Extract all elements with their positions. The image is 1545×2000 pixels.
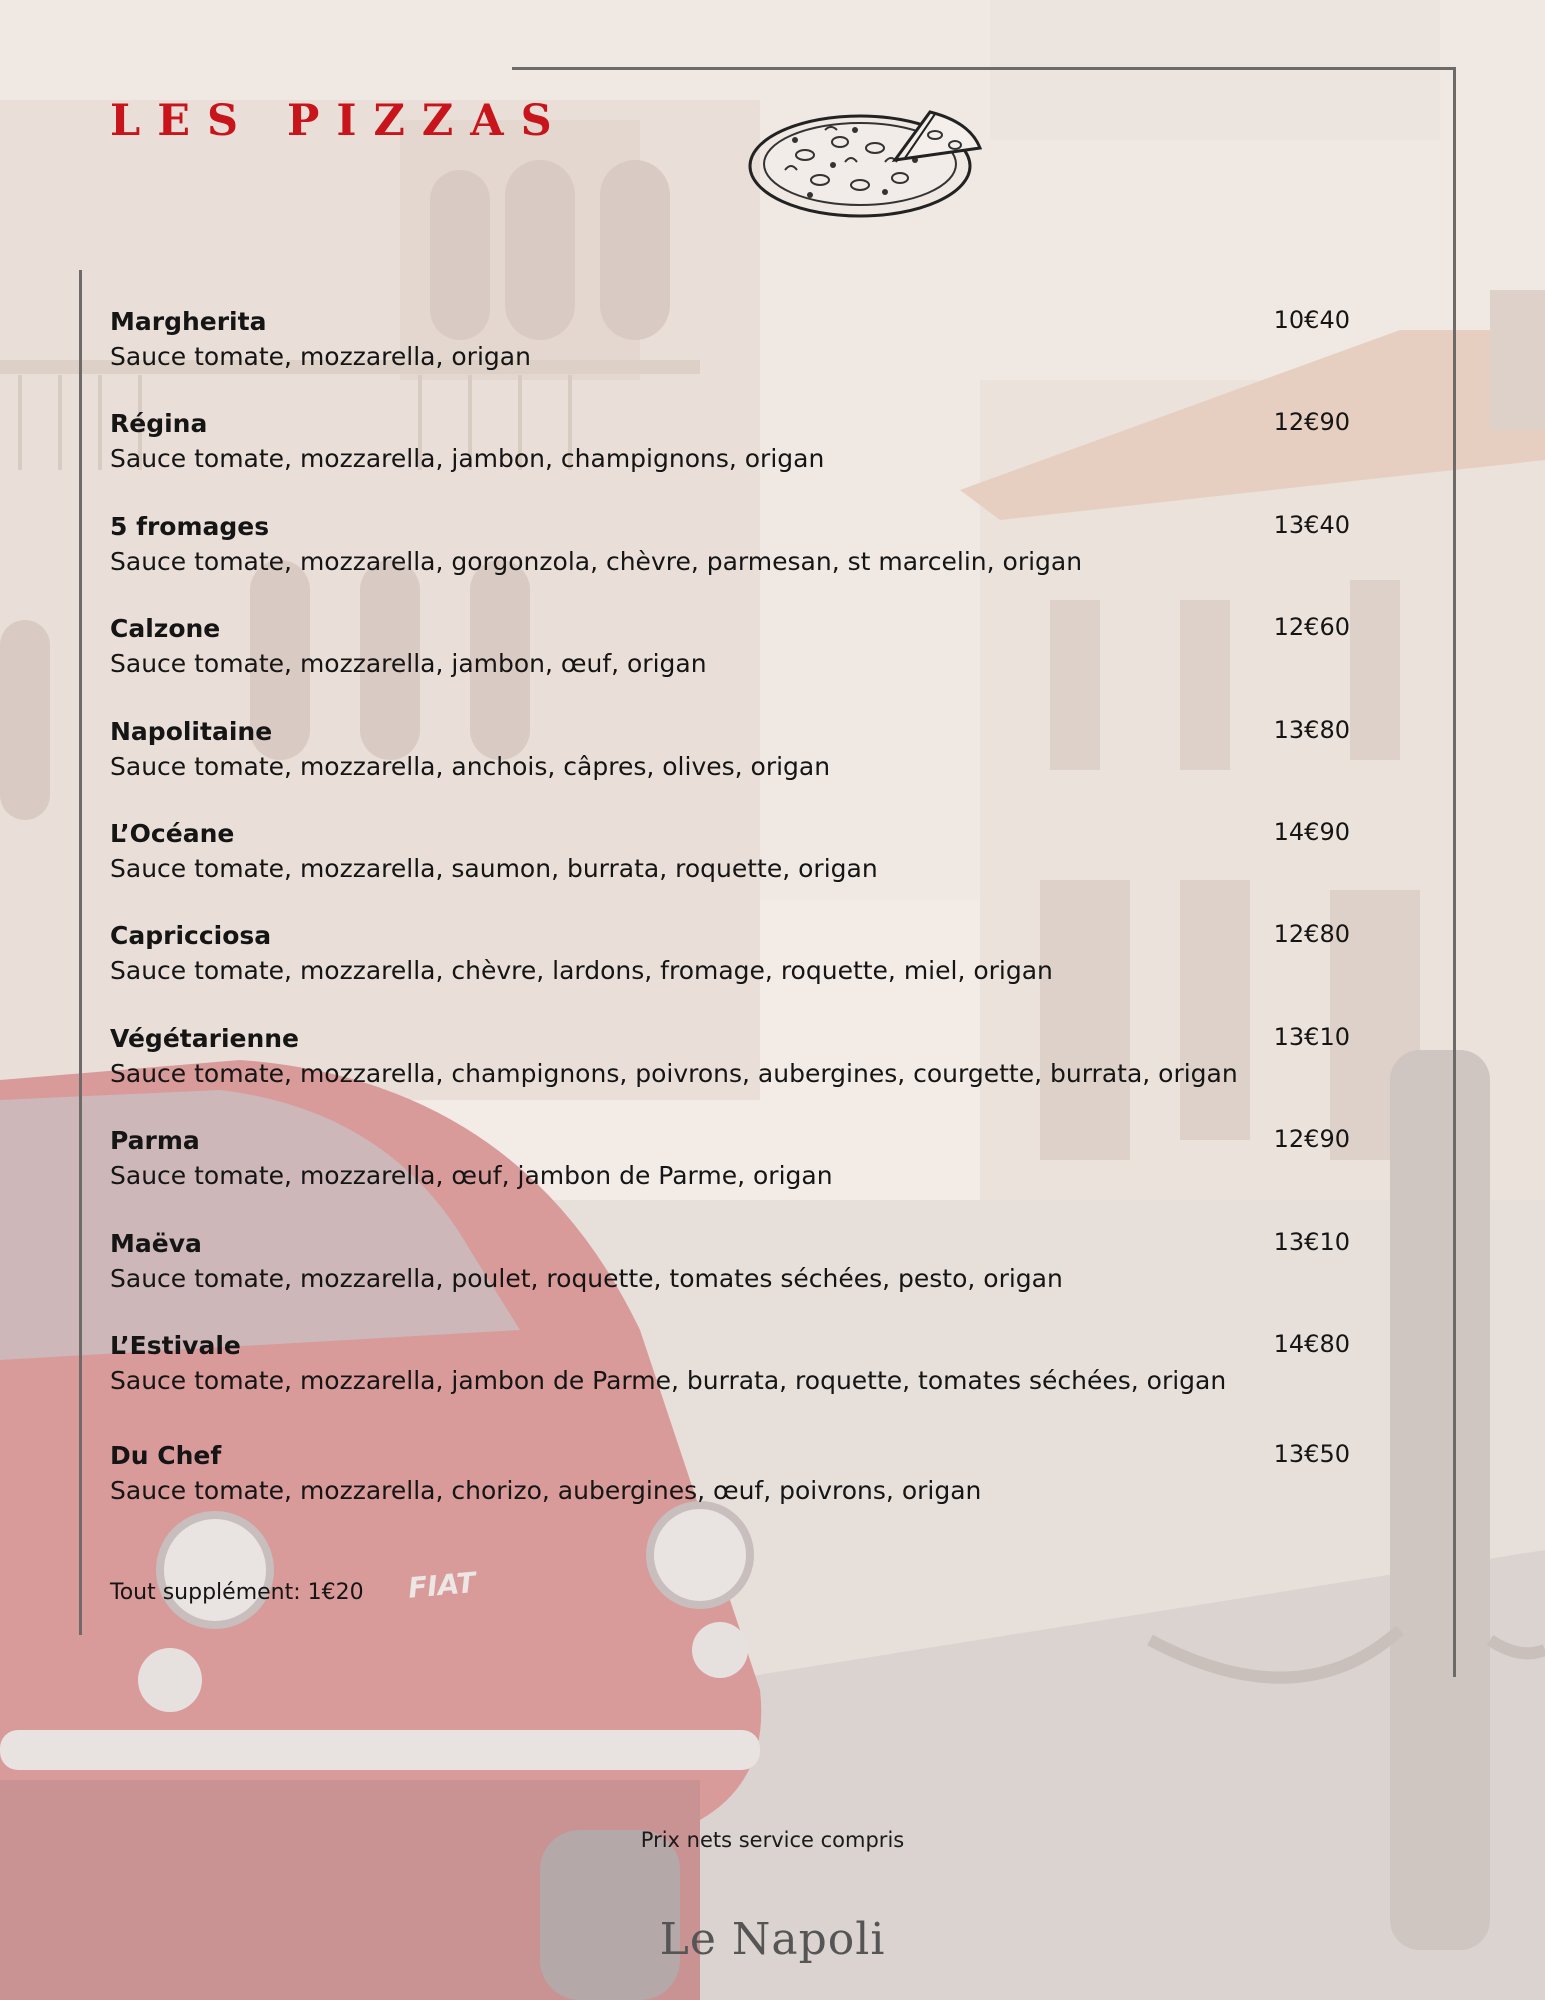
item-price: 13€40	[1273, 510, 1350, 539]
item-price: 13€50	[1273, 1439, 1350, 1468]
item-price: 12€90	[1273, 1125, 1350, 1154]
frame-right-line	[1453, 67, 1456, 1677]
footer-note: Prix nets service compris	[640, 1828, 905, 1852]
item-name: Margherita	[110, 307, 267, 336]
frame-top-line	[512, 67, 1456, 70]
item-name: Maëva	[110, 1228, 202, 1258]
brand-logo: Le Napoli	[659, 1914, 886, 1965]
menu-item	[110, 613, 1350, 715]
item-description: Sauce tomate, mozzarella, gorgonzola, chèvre, parmesan, st marcelin, origan	[110, 546, 1083, 576]
page-title: LES PIZZAS	[110, 96, 569, 146]
item-price: 14€80	[1273, 1329, 1350, 1358]
item-description: Sauce tomate, mozzarella, chèvre, lardons, fromage, roquette, miel, origan	[110, 956, 1053, 986]
item-description: Sauce tomate, mozzarella, jambon de Parme, burrata, roquette, tomates séchées, origan	[110, 1365, 1227, 1395]
item-price: 13€10	[1273, 1227, 1350, 1256]
menu-item	[110, 1228, 1350, 1330]
pizza-menu-list	[110, 306, 1350, 1542]
item-description: Sauce tomate, mozzarella, chorizo, aubergines, œuf, poivrons, origan	[110, 1475, 982, 1505]
item-name: 5 fromages	[110, 511, 270, 541]
item-name: Régina	[110, 409, 208, 439]
item-name: Du Chef	[110, 1440, 222, 1470]
item-name: Végétarienne	[110, 1023, 300, 1053]
item-price: 12€80	[1273, 920, 1350, 949]
item-price: 12€90	[1273, 408, 1350, 437]
item-description: Sauce tomate, mozzarella, saumon, burrata, roquette, origan	[110, 853, 878, 883]
item-price: 14€90	[1273, 817, 1350, 846]
frame-left-line	[79, 270, 82, 1635]
item-name: L’Océane	[110, 818, 235, 848]
item-description: Sauce tomate, mozzarella, jambon, œuf, origan	[110, 649, 707, 679]
item-price: 12€60	[1273, 613, 1350, 642]
item-name: Calzone	[110, 614, 221, 644]
item-price: 13€10	[1273, 1022, 1350, 1051]
menu-item	[110, 1023, 1350, 1125]
item-price: 10€40	[1273, 306, 1350, 334]
menu-item	[110, 1330, 1350, 1440]
svg-text:FIAT: FIAT	[406, 1565, 477, 1605]
item-description: Sauce tomate, mozzarella, œuf, jambon de Parme, origan	[110, 1161, 833, 1191]
item-price: 13€80	[1273, 715, 1350, 744]
menu-item	[110, 408, 1350, 510]
item-description: Sauce tomate, mozzarella, anchois, câpres, olives, origan	[110, 751, 831, 781]
pizza-icon	[745, 100, 985, 225]
item-name: Napolitaine	[110, 716, 273, 746]
item-description: Sauce tomate, mozzarella, jambon, champignons, origan	[110, 444, 825, 474]
menu-item	[110, 306, 1350, 408]
item-description: Sauce tomate, mozzarella, origan	[110, 342, 531, 371]
menu-item	[110, 1125, 1350, 1227]
item-description: Sauce tomate, mozzarella, champignons, poivrons, aubergines, courgette, burrata, origan	[110, 1058, 1238, 1088]
menu-item	[110, 1440, 1350, 1542]
menu-item	[110, 716, 1350, 818]
item-name: Parma	[110, 1126, 200, 1156]
menu-item	[110, 818, 1350, 920]
item-description: Sauce tomate, mozzarella, poulet, roquette, tomates séchées, pesto, origan	[110, 1263, 1063, 1293]
menu-item	[110, 920, 1350, 1022]
menu-item	[110, 511, 1350, 613]
item-name: Capricciosa	[110, 921, 272, 951]
item-name: L’Estivale	[110, 1330, 241, 1360]
supplement-note: Tout supplément: 1€20	[110, 1580, 364, 1605]
